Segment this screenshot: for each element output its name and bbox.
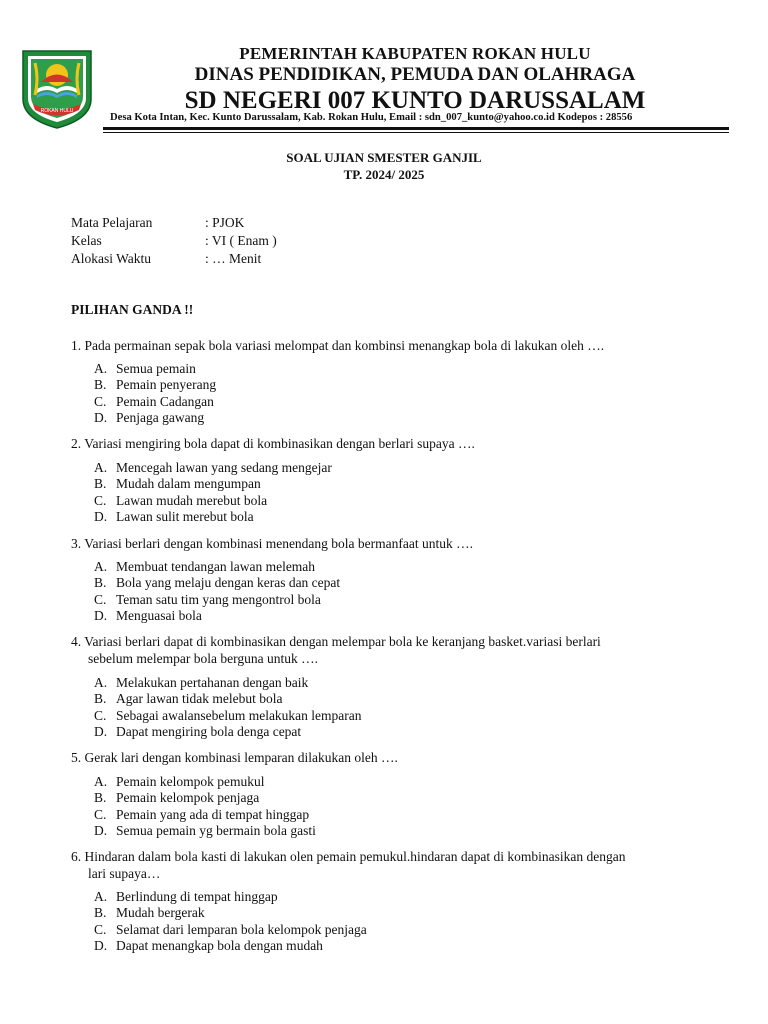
question-text: 2. Variasi mengiring bola dapat di kombinasikan dengan berlari supaya ….: [71, 436, 475, 451]
option-b: B. Mudah bergerak: [94, 905, 205, 921]
option-a: A. Pemain kelompok pemukul: [94, 774, 265, 789]
option-d: D. Semua pemain yg bermain bola gasti: [94, 823, 316, 839]
option-a: A. Melakukan pertahanan dengan baik: [94, 675, 309, 690]
identity-row-class: [71, 232, 277, 250]
question-text: 6. Hindaran dalam bola kasti di lakukan olen pemain pemukul.hindaran dapat di kombinasikan dengan: [71, 849, 626, 864]
identity-row-subject: [71, 214, 277, 232]
section-title: PILIHAN GANDA !!: [71, 302, 194, 317]
option-d: D. Menguasai bola: [94, 608, 202, 624]
identity-label: Kelas: [71, 233, 102, 248]
option-b: B. Mudah dalam mengumpan: [94, 476, 261, 492]
option-c: C. Selamat dari lemparan bola kelompok penjaga: [94, 921, 367, 937]
option-a: A. Semua pemain: [94, 361, 196, 376]
rokan-hulu-logo: [19, 49, 95, 129]
letterhead: [100, 44, 730, 115]
option-d: D. Dapat menangkap bola dengan mudah: [94, 938, 323, 954]
options-question-2: [94, 460, 332, 526]
options-question-4: [94, 675, 362, 741]
identity-value: : VI ( Enam ): [205, 233, 277, 248]
options-question-6: [94, 889, 367, 955]
identity-value: : PJOK: [205, 215, 245, 230]
option-c: C. Teman satu tim yang mengontrol bola: [94, 591, 321, 607]
department-name: DINAS PENDIDIKAN, PEMUDA DAN OLAHRAGA: [194, 64, 636, 85]
question-text: 5. Gerak lari dengan kombinasi lemparan dilakukan oleh ….: [71, 750, 398, 765]
svg-text:ROKAN HULU: ROKAN HULU: [40, 108, 74, 114]
option-c: C. Lawan mudah merebut bola: [94, 492, 268, 508]
option-a: A. Mencegah lawan yang sedang mengejar: [94, 460, 332, 475]
school-address: Desa Kota Intan, Kec. Kunto Darussalam, Kab. Rokan Hulu, Email : sdn_007_kunto@yahoo.co.id Kodepos : 28556: [110, 112, 633, 123]
question-6: [71, 848, 701, 882]
option-b: B. Bola yang melaju dengan keras dan cepat: [94, 575, 341, 591]
exam-year: TP. 2024/ 2025: [343, 167, 425, 182]
option-b: B. Agar lawan tidak melebut bola: [94, 691, 283, 707]
exam-identity: [71, 214, 277, 268]
options-question-5: [94, 774, 316, 840]
options-question-3: [94, 559, 340, 625]
question-text: 1. Pada permainan sepak bola variasi melompat dan kombinsi menangkap bola di lakukan oleh ….: [71, 338, 605, 353]
school-name: SD NEGERI 007 KUNTO DARUSSALAM: [184, 87, 646, 114]
option-b: B. Pemain penyerang: [94, 377, 217, 393]
option-c: C. Pemain Cadangan: [94, 393, 214, 409]
option-a: A. Membuat tendangan lawan melemah: [94, 559, 316, 574]
question-3: [71, 535, 701, 552]
option-d: D. Lawan sulit merebut bola: [94, 509, 254, 525]
identity-label: Alokasi Waktu: [71, 251, 152, 266]
question-text: 4. Variasi berlari dapat di kombinasikan dengan melempar bola ke keranjang basket.variasi berlari: [71, 634, 601, 649]
question-text-continued: sebelum melempar bola berguna untuk ….: [88, 651, 318, 666]
question-text: 3. Variasi berlari dengan kombinasi menendang bola bermanfaat untuk ….: [71, 536, 474, 551]
option-c: C. Pemain yang ada di tempat hinggap: [94, 806, 310, 822]
identity-row-time: [71, 250, 277, 268]
option-d: D. Dapat mengiring bola denga cepat: [94, 724, 302, 740]
question-2: [71, 435, 701, 452]
question-5: [71, 749, 701, 766]
letterhead-divider-thin: [103, 132, 729, 133]
identity-label: Mata Pelajaran: [71, 215, 153, 230]
option-d: D. Penjaga gawang: [94, 410, 205, 426]
question-4: [71, 633, 701, 667]
option-c: C. Sebagai awalansebelum melakukan lemparan: [94, 707, 362, 723]
options-question-1: [94, 361, 216, 427]
question-1: [71, 337, 701, 354]
identity-value: : … Menit: [205, 251, 262, 266]
option-a: A. Berlindung di tempat hinggap: [94, 889, 278, 904]
exam-title: SOAL UJIAN SMESTER GANJIL: [286, 150, 482, 165]
government-name: PEMERINTAH KABUPATEN ROKAN HULU: [239, 44, 591, 63]
option-b: B. Pemain kelompok penjaga: [94, 790, 260, 806]
question-text-continued: lari supaya…: [88, 866, 161, 881]
letterhead-divider-thick: [103, 127, 729, 130]
